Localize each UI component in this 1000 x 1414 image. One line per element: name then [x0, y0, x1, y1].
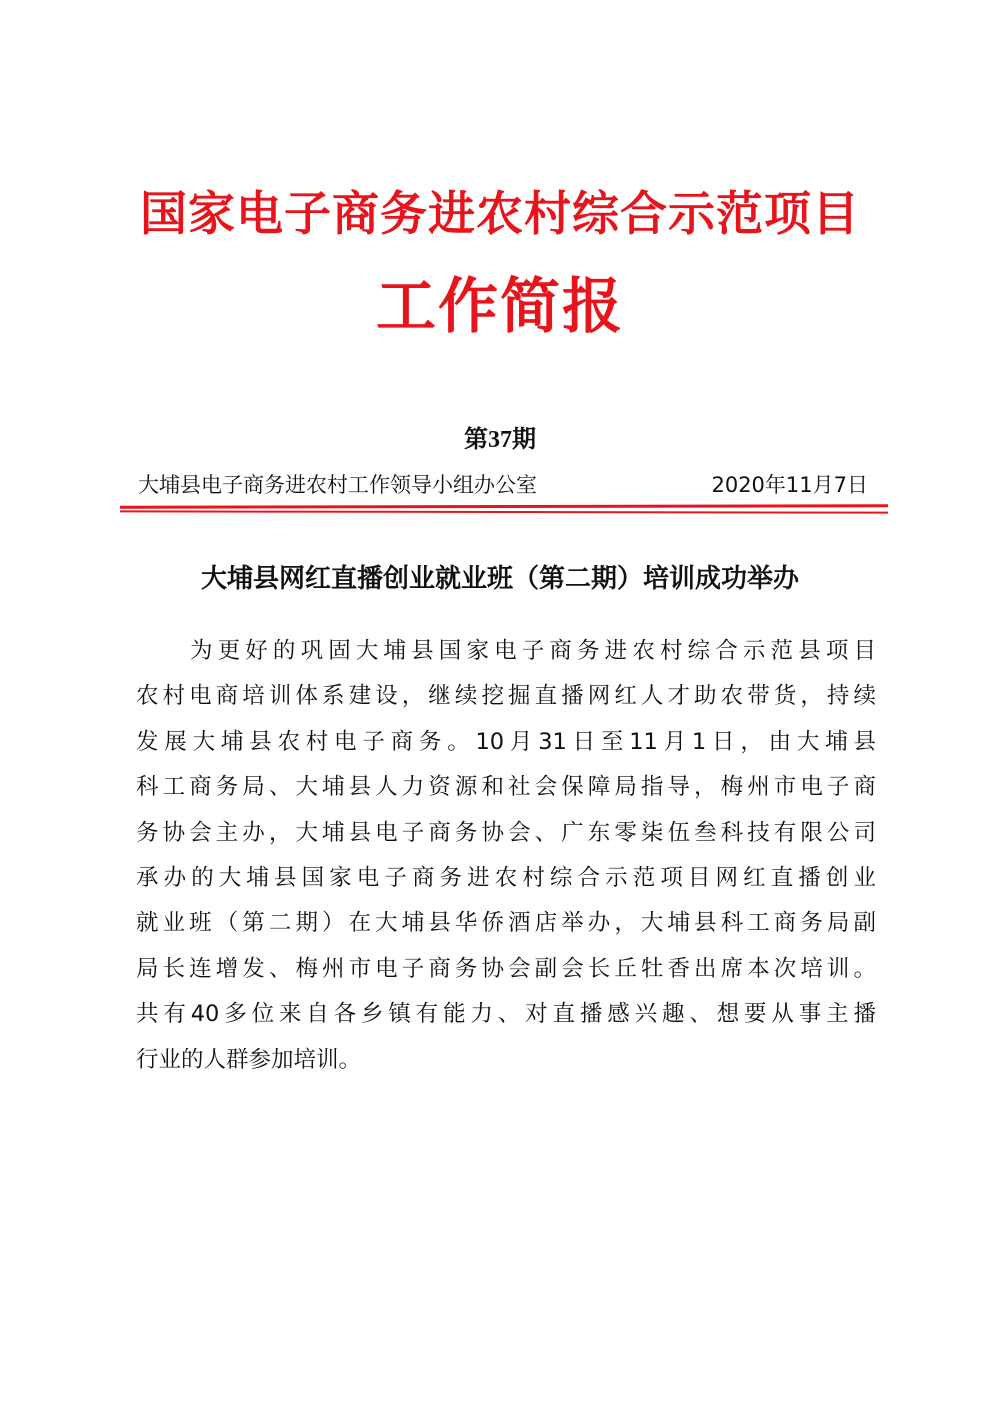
- article-title: 大埔县网红直播创业就业班（第二期）培训成功举办: [200, 564, 799, 594]
- red-divider-bottom: [120, 510, 888, 513]
- body-line: 行业的人群参加培训。: [136, 1046, 362, 1073]
- body-line: 为更好的巩固大埔县国家电子商务进农村综合示范县项目: [190, 638, 876, 664]
- body-line: 科工商务局、大埔县人力资源和社会保障局指导，梅州市电子商: [136, 774, 876, 801]
- body-line: 务协会主办，大埔县电子商务协会、广东零柒伍叁科技有限公司: [136, 819, 876, 846]
- issue-number: 第37期: [464, 427, 536, 453]
- masthead-subtitle: 工作简报: [376, 272, 624, 342]
- issuer-line: [138, 469, 868, 501]
- issuer-name: 大埔县电子商务进农村工作领导小组办公室: [138, 473, 537, 497]
- body-line: 共有40多位来自各乡镇有能力、对直播感兴趣、想要从事主播: [136, 1001, 876, 1028]
- body-line: 发展大埔县农村电子商务。10月31日至11月1日，由大埔县: [136, 728, 876, 755]
- body-line: 就业班（第二期）在大埔县华侨酒店举办，大埔县科工商务局副: [136, 910, 876, 937]
- body-line: 承办的大埔县国家电子商务进农村综合示范项目网红直播创业: [136, 864, 876, 891]
- article-body: [136, 629, 876, 1083]
- body-line: 局长连增发、梅州市电子商务协会副会长丘牡香出席本次培训。: [136, 955, 876, 982]
- red-divider-top: [120, 504, 888, 509]
- body-line: 农村电商培训体系建设，继续挖掘直播网红人才助农带货，持续: [136, 683, 876, 710]
- masthead-title: 国家电子商务进农村综合示范项目: [140, 187, 860, 242]
- issue-date: 2020年11月7日: [711, 473, 868, 497]
